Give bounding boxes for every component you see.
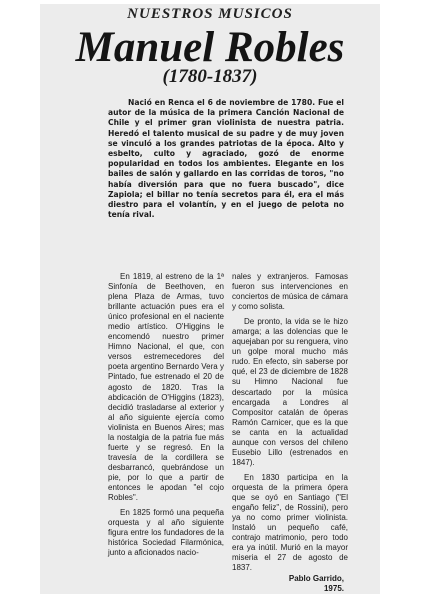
life-dates: (1780-1837): [162, 66, 258, 87]
right-column: [232, 272, 348, 578]
body-paragraph: De pronto, la vida se le hizo amarga; a las dolencias que le aquejaban por su renguera, vino un golpe moral mucho más rudo. En efecto, sin saberse por qué, el 23 de diciembre de 1828 su Himno Nacional fue descartado por la música encargada a Londres al Compositor catalán de óperas Ramón Carnicer, que es la que se canta en la actualidad aunque con versos del chileno Eusebio Lillo (estrenados en 1847).: [232, 317, 348, 467]
body-paragraph: En 1830 participa en la orquesta de la primera ópera que se oyó en Santiago ("El engaño feliz", de Rossini), pero ya no como primer violinista. Instaló un pequeño café, contrajo matrimonio, pero todo era ya inútil. Murió en la mayor miseria el 27 de agosto de 1837.: [232, 472, 348, 573]
body-paragraph: En 1825 formó una pequeña orquesta y al año siguiente figura entre los fundadores de la histórica Sociedad Filarmónica, junto a aficionados nacio-: [108, 508, 224, 558]
body-paragraph: En 1819, al estreno de la 1ª Sinfonía de Beethoven, en plena Plaza de Armas, tuvo brillante actuación pues era el único profesional en el naciente medio artístico. O'Higgins le encomendó nuestro primer Himno Nacional, el que, con versos estremecedores del poeta argentino Bernardo Vera y Pintado, fue estrenado el 20 de agosto de 1820. Tras la abdicación de O'Higgins (1823), decidió trasladarse al exterior y al año siguiente ejercía como violinista en Buenos Aires; mas la nostalgia de la patria fue más fuerte y se regresó. En la travesía de la cordillera se desbarrancó, quebrándose un pie, por lo que a partir de entonces le apodan "el cojo Robles".: [108, 272, 224, 503]
section-heading: NUESTROS MUSICOS: [127, 6, 293, 22]
article-title: Manuel Robles: [75, 24, 345, 71]
left-column: [108, 272, 224, 563]
author-name: Pablo Garrido,: [288, 574, 344, 583]
body-paragraph: nales y extranjeros. Famosas fueron sus intervenciones en conciertos de música de cámara y como solista.: [232, 272, 348, 312]
author-signature: [232, 574, 344, 594]
signature-year: 1975.: [323, 584, 344, 593]
lead-paragraph: Nació en Renca el 6 de noviembre de 1780. Fue el autor de la música de la primera Canción Nacional de Chile y el primer gran violinista de nuestra patria. Heredó el talento musical de su padre y de muy joven se vinculó a los grandes patriotas de la época. Alto y esbelto, culto y agraciado, gozó de enorme popularidad en todos los ambientes. Elegante en los bailes de salón y gallardo en las corridas de toros, "no había diversión para que no fuera buscado", dice Zapiola; el billar no tenía secretos para él, era el más diestro para el volantín, y en el juego de pelota no tenía rival.: [108, 98, 344, 220]
